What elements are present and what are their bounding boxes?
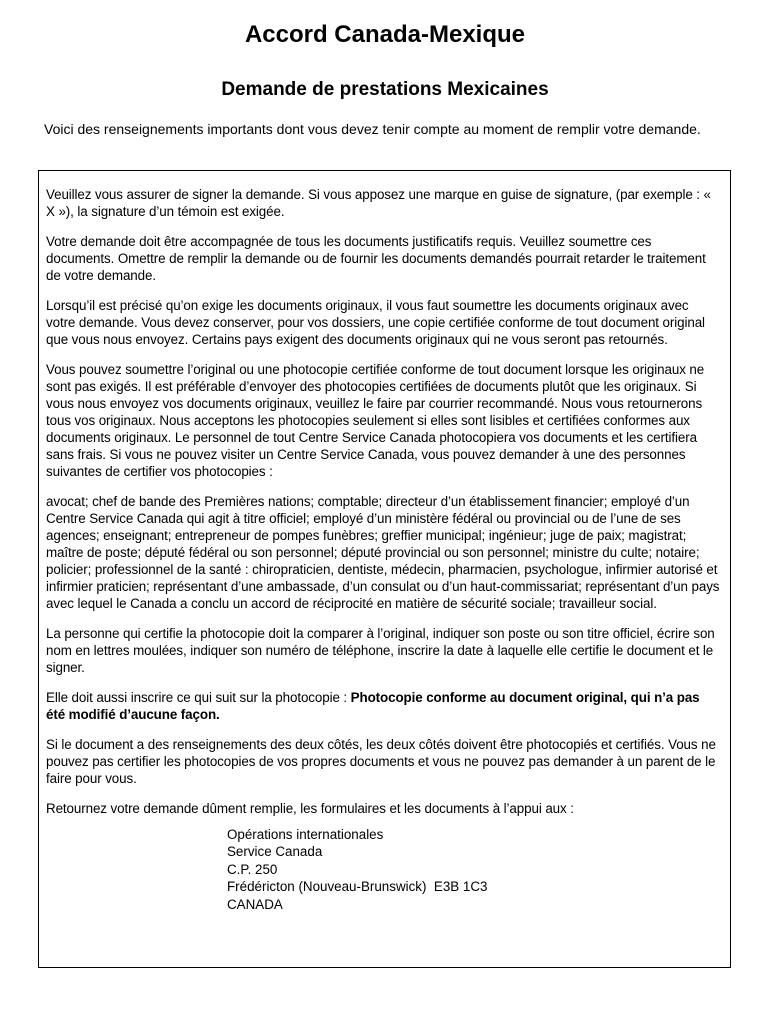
certifiers-list-paragraph: avocat; chef de bande des Premières nations; comptable; directeur d’un établissement financier; employé d’un Centre Service Canada qui agit à titre officiel; employé d’un ministère fédéral ou provincial ou de l’une de ses agences; enseignant; entrepreneur de pompes funèbres; greffier municipal; ingénieur; juge de paix; magistrat; maître de poste; député fédéral ou son personnel; député provincial ou son personnel; ministre du culte; notaire; policier; professionnel de la santé : chiropraticien, dentiste, médecin, pharmacien, psychologue, infirmier autorisé et infirmier praticien; représentant d’une ambassade, d’un consulat ou d’un haut-commissariat; représentant d’un pays avec lequel le Canada a conclu un accord de réciprocité en matière de sécurité sociale; travailleur social. [46,494,720,611]
certification-steps-paragraph: La personne qui certifie la photocopie doit la comparer à l’original, indiquer son poste ou son titre officiel, écrire son nom en lettres moulées, indiquer son numéro de téléphone, inscrire la date à laquelle elle certifie le document et le signer. [46,626,715,675]
photocopies-paragraph: Vous pouvez soumettre l’original ou une photocopie certifiée conforme de tout document lorsque les originaux ne sont pas exigés. Il est préférable d’envoyer des photocopies certifiées de documents plutôt que les originaux. Si vous nous envoyez vos documents originaux, veuillez le faire par courrier recommandé. Nous vous retournerons tous vos originaux. Nous acceptons les photocopies seulement si elles sont lisibles et certifiées conformes aux documents originaux. Le personnel de tout Centre Service Canada photocopiera vos documents et les certifiera sans frais. Si vous ne pouvez visiter un Centre Service Canada, vous pouvez demander à une des personnes suivantes de certifier vos photocopies : [46,362,705,479]
address-line: Frédéricton (Nouveau-Brunswick) E3B 1C3 [227,879,488,895]
two-sided-paragraph: Si le document a des renseignements des deux côtés, les deux côtés doivent être photocopiés et certifiés. Vous ne pouvez pas certifier les photocopies de vos propres documents et vous ne pouvez pas demander à un parent de le faire pour vous. [46,737,716,786]
address-line: Service Canada [227,844,323,860]
mailing-address [227,826,720,913]
address-line: Opérations internationales [227,827,384,842]
return-instructions-paragraph: Retournez votre demande dûment remplie, les formulaires et les documents à l’appui aux : [46,801,574,816]
address-line: C.P. 250 [227,861,278,877]
signature-paragraph: Veuillez vous assurer de signer la demande. Si vous apposez une marque en guise de signature, (par exemple : « X »), la signature d’un témoin est exigée. [46,187,711,219]
certification-statement-paragraph [46,689,720,723]
original-documents-paragraph: Lorsqu’il est précisé qu’on exige les documents originaux, il vous faut soumettre les documents originaux avec votre demande. Vous devez conserver, pour vos dossiers, une copie certifiée conforme de tout document original que vous nous envoyez. Certains pays exigent des documents originaux qui ne vous seront pas retournés. [46,298,705,347]
instructions-box [38,170,731,968]
certification-statement-bold: Photocopie conforme au document original, qui n’a pas été modifié d’aucune façon. [46,690,700,722]
certification-lead-text: Elle doit aussi inscrire ce qui suit sur la photocopie : [46,690,351,705]
supporting-documents-paragraph: Votre demande doit être accompagnée de tous les documents justificatifs requis. Veuillez soumettre ces documents. Omettre de remplir la demande ou de fournir les documents demandés pourrait retarder le traitement de votre demande. [46,234,706,283]
page-title: Accord Canada-Mexique [244,21,526,48]
address-line: CANADA [227,896,283,912]
intro-text: Voici des renseignements importants dont vous devez tenir compte au moment de remplir votre demande. [44,121,701,137]
page-subtitle: Demande de prestations Mexicaines [221,79,549,100]
